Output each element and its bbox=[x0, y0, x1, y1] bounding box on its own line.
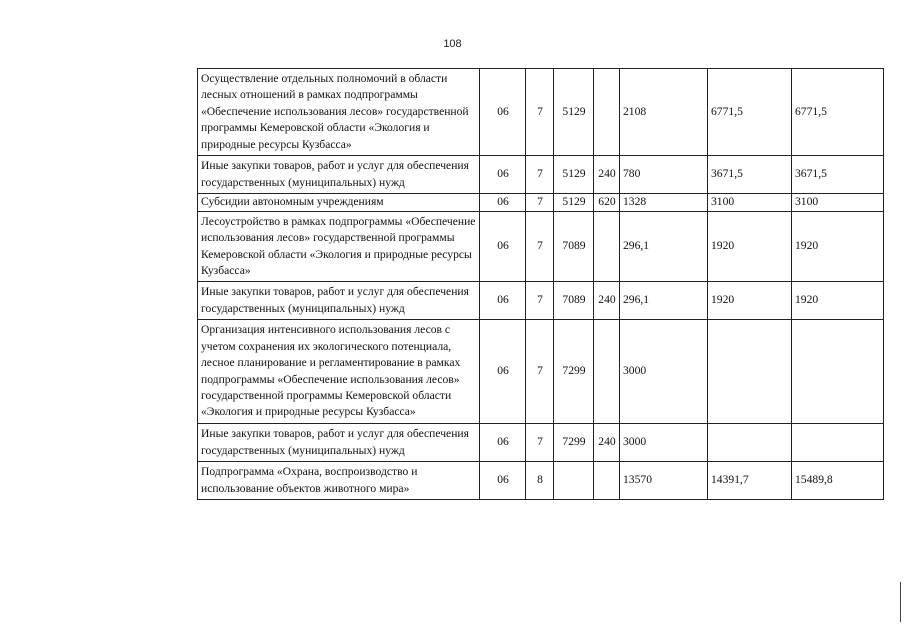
table-row bbox=[198, 156, 884, 194]
table-row bbox=[198, 194, 884, 212]
table-row bbox=[198, 282, 884, 320]
subsection-code: 7 bbox=[526, 194, 554, 212]
amount-1: 2108 bbox=[620, 69, 708, 156]
row-name: Субсидии автономным учреждениям bbox=[198, 194, 480, 212]
section-code: 06 bbox=[480, 194, 526, 212]
amount-2: 1920 bbox=[708, 282, 792, 320]
table-row bbox=[198, 424, 884, 462]
amount-1: 296,1 bbox=[620, 282, 708, 320]
target-article-code: 7299 bbox=[554, 320, 594, 424]
page-number: 108 bbox=[443, 38, 462, 50]
amount-2: 3100 bbox=[708, 194, 792, 212]
amount-1: 13570 bbox=[620, 462, 708, 500]
target-article-code: 5129 bbox=[554, 156, 594, 194]
amount-3: 1920 bbox=[792, 212, 884, 282]
amount-3: 3100 bbox=[792, 194, 884, 212]
amount-2: 3671,5 bbox=[708, 156, 792, 194]
amount-2: 14391,7 bbox=[708, 462, 792, 500]
amount-1: 1328 bbox=[620, 194, 708, 212]
table-row bbox=[198, 212, 884, 282]
expense-type-code bbox=[594, 462, 620, 500]
expense-type-code bbox=[594, 69, 620, 156]
row-name: Иные закупки товаров, работ и услуг для обеспечения государственных (муниципальных) нужд bbox=[198, 424, 480, 462]
amount-1: 3000 bbox=[620, 320, 708, 424]
section-code: 06 bbox=[480, 424, 526, 462]
amount-1: 780 bbox=[620, 156, 708, 194]
section-code: 06 bbox=[480, 282, 526, 320]
subsection-code: 7 bbox=[526, 156, 554, 194]
subsection-code: 7 bbox=[526, 282, 554, 320]
row-name: Иные закупки товаров, работ и услуг для обеспечения государственных (муниципальных) нужд bbox=[198, 282, 480, 320]
row-name: Осуществление отдельных полномочий в области лесных отношений в рамках подпрограммы «Обеспечение использования лесов» государственной программы Кемеровской области «Экология и природные ресурсы Кузбасса» bbox=[198, 69, 480, 156]
amount-3: 6771,5 bbox=[792, 69, 884, 156]
subsection-code: 7 bbox=[526, 212, 554, 282]
budget-table bbox=[197, 68, 884, 500]
target-article-code bbox=[554, 462, 594, 500]
target-article-code: 7299 bbox=[554, 424, 594, 462]
section-code: 06 bbox=[480, 320, 526, 424]
scan-edge-line bbox=[900, 582, 901, 622]
row-name: Лесоустройство в рамках подпрограммы «Обеспечение использования лесов» государственной программы Кемеровской области «Экология и природные ресурсы Кузбасса» bbox=[198, 212, 480, 282]
expense-type-code: 620 bbox=[594, 194, 620, 212]
amount-3: 3671,5 bbox=[792, 156, 884, 194]
row-name: Подпрограмма «Охрана, воспроизводство и использование объектов животного мира» bbox=[198, 462, 480, 500]
subsection-code: 7 bbox=[526, 424, 554, 462]
target-article-code: 5129 bbox=[554, 194, 594, 212]
amount-3 bbox=[792, 424, 884, 462]
expense-type-code: 240 bbox=[594, 156, 620, 194]
amount-2: 6771,5 bbox=[708, 69, 792, 156]
section-code: 06 bbox=[480, 462, 526, 500]
expense-type-code: 240 bbox=[594, 282, 620, 320]
row-name: Организация интенсивного использования лесов с учетом сохранения их экологического потенциала, лесное планирование и регламентирование в рамках подпрограммы «Обеспечение использования лесов» государственной программы Кемеровской области «Экология и природные ресурсы Кузбасса» bbox=[198, 320, 480, 424]
subsection-code: 7 bbox=[526, 320, 554, 424]
amount-2 bbox=[708, 424, 792, 462]
expense-type-code bbox=[594, 320, 620, 424]
table-row bbox=[198, 320, 884, 424]
amount-2: 1920 bbox=[708, 212, 792, 282]
amount-1: 3000 bbox=[620, 424, 708, 462]
subsection-code: 7 bbox=[526, 69, 554, 156]
amount-3: 1920 bbox=[792, 282, 884, 320]
section-code: 06 bbox=[480, 156, 526, 194]
amount-3 bbox=[792, 320, 884, 424]
expense-type-code bbox=[594, 212, 620, 282]
section-code: 06 bbox=[480, 212, 526, 282]
target-article-code: 7089 bbox=[554, 212, 594, 282]
table-row bbox=[198, 69, 884, 156]
table-row bbox=[198, 462, 884, 500]
expense-type-code: 240 bbox=[594, 424, 620, 462]
amount-2 bbox=[708, 320, 792, 424]
amount-1: 296,1 bbox=[620, 212, 708, 282]
target-article-code: 7089 bbox=[554, 282, 594, 320]
target-article-code: 5129 bbox=[554, 69, 594, 156]
subsection-code: 8 bbox=[526, 462, 554, 500]
row-name: Иные закупки товаров, работ и услуг для обеспечения государственных (муниципальных) нужд bbox=[198, 156, 480, 194]
section-code: 06 bbox=[480, 69, 526, 156]
amount-3: 15489,8 bbox=[792, 462, 884, 500]
